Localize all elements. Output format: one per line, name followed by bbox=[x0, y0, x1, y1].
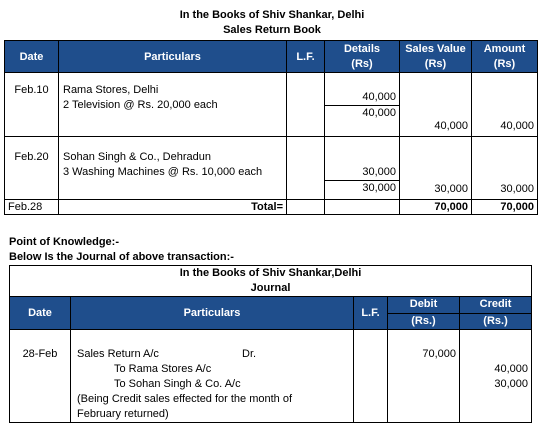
sales-value-unit: (Rs) bbox=[424, 57, 447, 70]
debit-account-name: Sales Return A/c bbox=[77, 348, 159, 360]
journal-debit-account bbox=[77, 347, 353, 362]
row-party: Rama Stores, Delhi bbox=[63, 84, 159, 96]
credit-unit: (Rs.) bbox=[483, 315, 508, 327]
journal-col-date: Date bbox=[10, 297, 71, 330]
details-unit: (Rs) bbox=[351, 57, 373, 70]
journal-table bbox=[9, 265, 532, 423]
journal-credit-account-1: To Rama Stores A/c bbox=[114, 363, 212, 375]
journal-date: 28-Feb bbox=[22, 348, 58, 360]
col-header-date: Date bbox=[5, 41, 59, 73]
amount-unit: (Rs) bbox=[493, 57, 516, 70]
book-subtitle: Sales Return Book bbox=[223, 24, 321, 36]
col-header-details bbox=[325, 41, 400, 73]
journal-credit-amount-1: 40,000 bbox=[494, 363, 529, 375]
book-title: In the Books of Shiv Shankar, Delhi bbox=[179, 9, 365, 21]
row-amount: 30,000 bbox=[500, 183, 534, 195]
journal-narration-1: (Being Credit sales effected for the month of bbox=[77, 393, 293, 405]
journal-col-debit bbox=[388, 297, 460, 330]
row-party: Sohan Singh & Co., Dehradun bbox=[63, 151, 211, 163]
total-date: Feb.28 bbox=[5, 200, 59, 215]
debit-unit: (Rs.) bbox=[411, 315, 436, 327]
dr-label: Dr. bbox=[242, 348, 257, 360]
sales-value-label: Sales Value bbox=[405, 42, 466, 55]
journal-debit-amount: 70,000 bbox=[422, 348, 456, 360]
journal-col-credit bbox=[460, 297, 532, 330]
row-sales-value: 40,000 bbox=[434, 120, 468, 132]
journal-subtitle: Journal bbox=[250, 282, 291, 294]
table-row bbox=[5, 137, 538, 200]
row-goods: 3 Washing Machines @ Rs. 10,000 each bbox=[63, 166, 263, 178]
row-goods: 2 Television @ Rs. 20,000 each bbox=[63, 99, 218, 111]
col-header-particulars: Particulars bbox=[59, 41, 287, 73]
knowledge-subheading: Below Is the Journal of above transaction:- bbox=[9, 251, 234, 263]
journal-title: In the Books of Shiv Shankar,Delhi bbox=[179, 267, 362, 279]
row-lf bbox=[287, 137, 325, 200]
details-label: Details bbox=[343, 42, 381, 55]
journal-title-row bbox=[10, 266, 532, 297]
sales-return-book-table bbox=[4, 40, 538, 215]
journal-col-particulars: Particulars bbox=[71, 297, 354, 330]
table-header-row bbox=[5, 41, 538, 73]
total-label: Total= bbox=[59, 200, 287, 215]
credit-label: Credit bbox=[460, 297, 531, 314]
table-row bbox=[5, 73, 538, 137]
debit-label: Debit bbox=[388, 297, 459, 314]
row-sales-value: 30,000 bbox=[434, 183, 468, 195]
row-details-1: 30,000 bbox=[325, 165, 399, 181]
total-row bbox=[5, 200, 538, 215]
col-header-lf: L.F. bbox=[287, 41, 325, 73]
row-details-1: 40,000 bbox=[325, 90, 399, 106]
journal-col-lf: L.F. bbox=[354, 297, 388, 330]
row-date: Feb.10 bbox=[14, 84, 49, 96]
journal-credit-amount-2: 30,000 bbox=[494, 378, 529, 390]
col-header-sales-value bbox=[400, 41, 472, 73]
amount-label: Amount bbox=[483, 42, 526, 55]
knowledge-heading: Point of Knowledge:- bbox=[9, 236, 119, 248]
journal-lf bbox=[354, 330, 388, 423]
journal-entry-row bbox=[10, 330, 532, 423]
row-details-2: 30,000 bbox=[362, 182, 396, 194]
journal-narration-2: February returned) bbox=[77, 408, 169, 420]
total-sales-value: 70,000 bbox=[400, 200, 472, 215]
row-amount: 40,000 bbox=[500, 120, 534, 132]
row-lf bbox=[287, 73, 325, 137]
col-header-amount bbox=[472, 41, 538, 73]
row-details-2: 40,000 bbox=[362, 107, 396, 119]
row-date: Feb.20 bbox=[14, 151, 49, 163]
journal-credit-account-2: To Sohan Singh & Co. A/c bbox=[114, 378, 241, 390]
total-amount: 70,000 bbox=[472, 200, 538, 215]
journal-header-row bbox=[10, 297, 532, 330]
